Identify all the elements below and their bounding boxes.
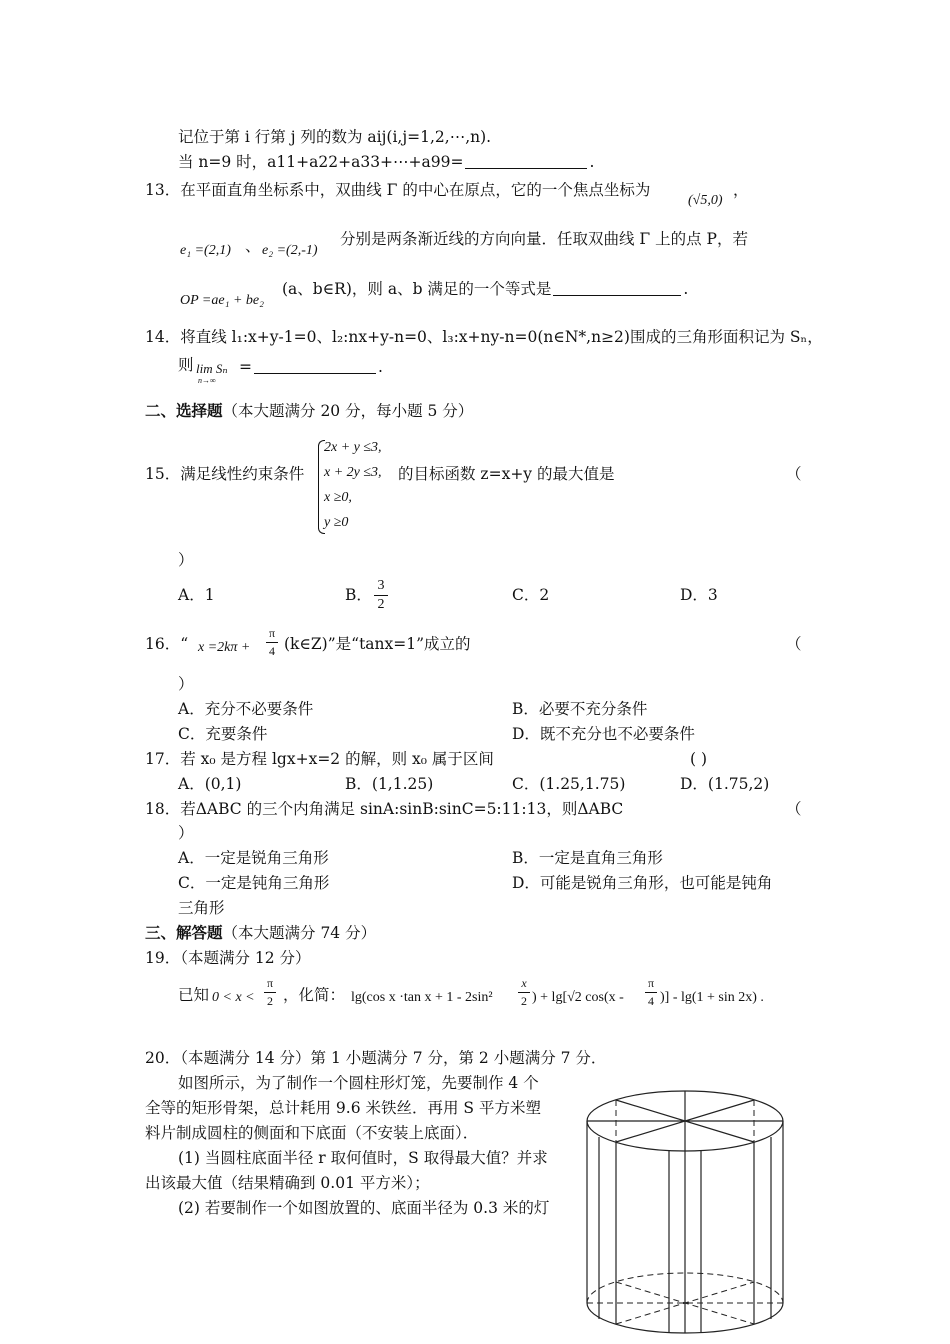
fraction-bar <box>266 642 278 643</box>
q15-option-d[interactable]: D．3 <box>680 586 718 604</box>
p14-line1 <box>145 327 823 347</box>
q18-option-a[interactable]: A．一定是锐角三角形 <box>178 849 329 867</box>
q15-text: 满足线性约束条件 <box>180 465 305 483</box>
q17-option-d[interactable]: D．(1.75,2) <box>680 775 770 793</box>
q16-option-d[interactable]: D．既不充分也不必要条件 <box>512 725 695 743</box>
p13-line1 <box>145 180 650 200</box>
p13-end: . <box>683 280 689 298</box>
q15-b-den: 2 <box>377 597 385 612</box>
q15-option-a[interactable]: A．1 <box>178 586 215 604</box>
q15-num: 15． <box>145 465 181 483</box>
p13-op: OP =ae₁ + be₂ <box>180 293 264 308</box>
q17-num: 17． <box>145 750 181 768</box>
answer-blank[interactable] <box>254 372 376 374</box>
q15-b-num: 3 <box>377 578 385 593</box>
p13-text1: 在平面直角坐标系中，双曲线 Γ 的中心在原点，它的一个焦点坐标为 <box>180 181 651 199</box>
q17-option-b[interactable]: B．(1,1.25) <box>345 775 434 793</box>
q16-pi: π <box>268 626 276 640</box>
q17-paren: ( ) <box>690 750 708 768</box>
q19-cond-fraction <box>264 976 276 1009</box>
q19-pi2: π <box>647 976 655 990</box>
q20-line3: 料片制成圆柱的侧面和下底面（不安装上底面）． <box>145 1124 479 1142</box>
fraction-bar <box>518 992 530 993</box>
q19-expr3: )] - lg(1 + sin 2x) . <box>660 990 764 1005</box>
q18-num: 18． <box>145 800 181 818</box>
q16-num: 16． <box>145 635 181 653</box>
q17-option-c[interactable]: C．(1.25,1.75) <box>512 775 626 793</box>
q19-expr1: lg(cos x ·tan x + 1 - 2sin² <box>351 990 493 1005</box>
q20-line6: (2) 若要制作一个如图放置的、底面半径为 0.3 米的灯 <box>178 1199 550 1217</box>
p12-line1: 记位于第 i 行第 j 列的数为 aij(i,j=1,2,⋯,n). <box>178 128 492 146</box>
q16-rest-line <box>284 634 471 654</box>
q18-option-d-cont: 三角形 <box>178 899 225 917</box>
q16-kz: (k∈Z) <box>284 635 328 653</box>
q16-paren-open: （ <box>786 635 802 653</box>
answer-blank[interactable] <box>465 167 587 169</box>
q19-score: （本题满分 12 分） <box>180 949 311 967</box>
q15-paren-open: （ <box>786 465 802 483</box>
p13-num: 13． <box>145 181 181 199</box>
fraction-bar <box>264 992 276 993</box>
q15-after: 的目标函数 z=x+y 的最大值是 <box>398 465 615 483</box>
p14-lim: lim Sₙ <box>196 361 228 376</box>
p13-comma: ， <box>733 181 749 199</box>
q16-four: 4 <box>269 644 275 658</box>
p12-line2-prefix: 当 n=9 时，a11+a22+a33+⋯+a99= <box>178 153 464 171</box>
q20-num: 20． <box>145 1049 181 1067</box>
q15-option-c[interactable]: C．2 <box>512 586 550 604</box>
q15-b-fraction <box>374 578 388 613</box>
q16-option-b[interactable]: B．必要不充分条件 <box>512 700 648 718</box>
p13-focus: (√5,0) <box>688 193 723 208</box>
q15-stem <box>145 464 304 484</box>
q15-c1: 2x + y ≤3, <box>324 440 382 455</box>
q16-paren-close: ） <box>178 675 194 693</box>
p13-line3 <box>282 279 688 299</box>
q15-c2: x + 2y ≤3, <box>324 465 382 480</box>
q15-c3: x ≥0, <box>324 490 352 505</box>
q19-four: 4 <box>648 994 654 1008</box>
q20-line5: 出该最大值（结果精确到 0.01 平方米）； <box>145 1174 430 1192</box>
section-two-note: （本大题满分 20 分，每小题 5 分） <box>222 402 474 420</box>
p14-num: 14． <box>145 328 181 346</box>
q16-rest: ”是“tanx=1”成立的 <box>327 635 471 653</box>
p12-line2 <box>178 152 594 172</box>
q18-option-d[interactable]: D．可能是锐角三角形，也可能是钝角 <box>512 874 773 892</box>
q19-two: 2 <box>267 994 273 1008</box>
q20-header-text: （本题满分 14 分）第 1 小题满分 7 分，第 2 小题满分 7 分． <box>180 1049 607 1067</box>
p13-line2: 分别是两条渐近线的方向向量．任取双曲线 Γ 上的点 P，若 <box>340 230 748 248</box>
p14-end: . <box>378 358 383 376</box>
q16-expr: x =2kπ + <box>198 640 251 655</box>
p14-lim-sub: n→∞ <box>198 376 216 385</box>
q16-fraction <box>266 626 278 659</box>
section-three-title: 三、解答题 <box>145 923 223 942</box>
q18-option-c[interactable]: C．一定是钝角三角形 <box>178 874 330 892</box>
q17-text: 若 x₀ 是方程 lgx+x=2 的解，则 x₀ 属于区间 <box>180 750 494 768</box>
q15-paren-close: ） <box>178 551 194 569</box>
q20-header <box>145 1048 606 1068</box>
q16-option-c[interactable]: C．充要条件 <box>178 725 268 743</box>
q19-expr2: ) + lg[√2 cos(x - <box>532 990 624 1005</box>
q20-line2: 全等的矩形骨架，总计耗用 9.6 米铁丝．再用 S 平方米塑 <box>145 1099 541 1117</box>
p14-then: 则 <box>178 356 194 374</box>
section-two-title: 二、选择题 <box>145 401 223 420</box>
q19-given: 已知 <box>178 986 210 1004</box>
q18-paren-open: （ <box>786 800 802 818</box>
q16-option-a[interactable]: A．充分不必要条件 <box>178 700 314 718</box>
q18-stem <box>145 799 623 819</box>
section-three-heading <box>145 923 376 943</box>
q19-x-fraction <box>518 976 530 1009</box>
q19-header <box>145 948 311 968</box>
q19-x: x <box>521 976 527 990</box>
section-two-heading <box>145 401 473 421</box>
q15-option-b[interactable]: B． <box>345 586 372 604</box>
q19-pi4-fraction <box>645 976 657 1009</box>
q16-quote-open: “ <box>180 635 189 653</box>
q19-pi: π <box>266 976 274 990</box>
p13-e2: e₂ =(2,-1) <box>262 243 318 258</box>
section-three-note: （本大题满分 74 分） <box>222 924 377 942</box>
q19-num: 19． <box>145 949 181 967</box>
p13-e1: e₁ =(2,1) <box>180 243 231 258</box>
p14-text: 将直线 l₁:x+y-1=0、l₂:nx+y-n=0、l₃:x+ny-n=0(n∈N*,n≥2)围成的三角形面积记为 Sₙ， <box>180 328 823 346</box>
q16-num-line <box>145 634 188 654</box>
q17-option-a[interactable]: A．(0,1) <box>178 775 242 793</box>
q20-line1: 如图所示，为了制作一个圆柱形灯笼，先要制作 4 个 <box>178 1074 539 1092</box>
fraction-bar <box>374 595 388 596</box>
p12-line2-suffix: . <box>589 153 595 171</box>
q18-option-b[interactable]: B．一定是直角三角形 <box>512 849 663 867</box>
p13-sep: 、 <box>245 237 261 255</box>
cylinder-lantern-figure <box>577 1075 797 1339</box>
q17-stem <box>145 749 494 769</box>
q18-text: 若ΔABC 的三个内角满足 sinA:sinB:sinC=5:11:13，则ΔABC <box>180 800 624 818</box>
q15-c4: y ≥0 <box>324 515 349 530</box>
fraction-bar <box>645 992 657 993</box>
answer-blank[interactable] <box>553 294 681 296</box>
q19-cond: 0 < x < <box>212 990 255 1005</box>
p14-line2 <box>239 357 383 377</box>
q18-paren-close: ） <box>178 824 194 842</box>
q19-simplify: ，化简： <box>283 986 346 1004</box>
q19-two2: 2 <box>521 994 527 1008</box>
p14-eq: = <box>239 358 252 376</box>
q20-line4: (1) 当圆柱底面半径 r 取何值时，S 取得最大值？并求 <box>178 1149 548 1167</box>
p13-line3-text: (a、b∈R)，则 a、b 满足的一个等式是 <box>282 280 552 298</box>
